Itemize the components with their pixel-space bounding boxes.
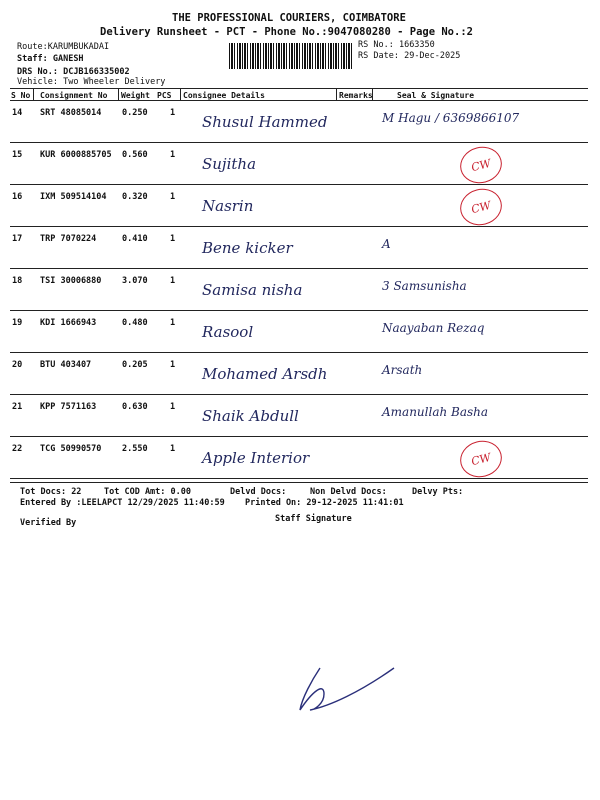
tot-cod [104,487,191,497]
cell-weight: 0.250 [122,108,148,118]
vehicle-line [17,77,165,87]
rs-date-value: 29-Dec-2025 [404,51,461,61]
cell-sno: 17 [12,234,23,244]
verifier-signature [290,660,410,720]
cell-pcs: 1 [170,150,176,160]
staff-label: Staff: [17,54,48,64]
cell-weight: 2.550 [122,444,148,454]
delvd-docs-label: Delvd Docs: [230,487,287,497]
printed-on: Printed On: 29-12-2025 11:41:01 [245,498,404,508]
table-row [10,101,588,142]
col-divider [180,88,181,100]
cell-pcs: 1 [170,192,176,202]
vehicle-value: Two Wheeler Delivery [63,77,166,87]
table-top-rule [10,88,588,89]
cell-weight: 0.410 [122,234,148,244]
cell-consignment-no: IXM 509514104 [40,192,107,202]
cell-sno: 18 [12,276,23,286]
cell-signature-handwritten: Arsath [382,363,423,377]
cell-sno: 14 [12,108,23,118]
table-row [10,227,588,268]
cell-consignment-no: KDI 1666943 [40,318,97,328]
cell-sno: 22 [12,444,23,454]
tot-cod-value: 0.00 [170,487,192,497]
cell-pcs: 1 [170,444,176,454]
cell-sno: 20 [12,360,23,370]
rs-no-value: 1663350 [398,40,435,50]
cell-sno: 19 [12,318,23,328]
cell-weight: 0.480 [122,318,148,328]
cell-signature-handwritten: Amanullah Basha [382,405,489,419]
delivery-stamp-text: CW [469,450,493,468]
drs-label: DRS No.: [17,67,58,77]
cell-consignee-handwritten: Bene kicker [202,239,293,257]
rs-no-line [358,40,435,50]
col-header-seal-signature: Seal & Signature [397,91,475,100]
tot-docs-value: 22 [71,487,82,497]
table-row [10,437,588,478]
cell-pcs: 1 [170,108,176,118]
col-header-remarks: Remarks [339,91,373,100]
verified-by-label: Verified By [20,518,77,528]
cell-signature-handwritten: A [382,237,391,251]
cell-consignment-no: TCG 50990570 [40,444,102,454]
staff-signature-label: Staff Signature [275,514,352,524]
cell-weight: 0.320 [122,192,148,202]
delivery-stamp [456,142,505,187]
col-header-sno: S No [11,91,31,100]
route-line [17,42,109,52]
cell-pcs: 1 [170,402,176,412]
drs-line [17,67,130,77]
cell-sno: 16 [12,192,23,202]
company-title: THE PROFESSIONAL COURIERS, COIMBATORE [172,12,406,24]
non-delvd-docs-label: Non Delvd Docs: [310,487,387,497]
cell-signature-handwritten: M Hagu / 6369866107 [382,111,520,125]
cell-weight: 0.205 [122,360,148,370]
col-header-weight: Weight [121,91,150,100]
col-header-pcs: PCS [157,91,172,100]
drs-value: DCJB166335002 [63,67,130,77]
staff-value: GANESH [52,54,84,64]
vehicle-label: Vehicle: [17,77,58,87]
route-value: KARUMBUKADAI [47,42,110,52]
cell-consignment-no: KPP 7571163 [40,402,97,412]
rs-date-line [358,51,460,61]
table-row [10,395,588,436]
col-header-consignee: Consignee Details [183,91,265,100]
row-rule [10,478,588,479]
entered-by: Entered By :LEELAPCT 12/29/2025 11:40:59 [20,498,225,508]
col-divider [118,88,119,100]
cell-consignment-no: TSI 30006880 [40,276,102,286]
cell-consignee-handwritten: Rasool [202,323,254,341]
rs-date-label: RS Date: [358,51,399,61]
table-row [10,353,588,394]
cell-weight: 0.630 [122,402,148,412]
delvy-pts-label: Delvy Pts: [412,487,464,497]
runsheet-subtitle: Delivery Runsheet - PCT - Phone No.:9047080280 - Page No.:2 [100,26,473,38]
col-divider [336,88,337,100]
cell-consignee-handwritten: Nasrin [202,197,254,215]
barcode [229,43,354,69]
cell-signature-handwritten: 3 Samsunisha [382,279,467,293]
rs-no-label: RS No.: [358,40,394,50]
cell-consignment-no: TRP 7070224 [40,234,97,244]
cell-pcs: 1 [170,360,176,370]
cell-pcs: 1 [170,234,176,244]
col-header-consignment: Consignment No [40,91,108,100]
table-row [10,143,588,184]
cell-consignee-handwritten: Sujitha [202,155,257,173]
delivery-stamp [456,184,505,229]
table-row [10,269,588,310]
cell-signature-handwritten: Naayaban Rezaq [382,321,485,335]
delivery-stamp-text: CW [469,156,493,174]
cell-consignee-handwritten: Apple Interior [202,449,310,467]
cell-consignee-handwritten: Mohamed Arsdh [202,365,328,383]
cell-weight: 3.070 [122,276,148,286]
col-divider [33,88,34,100]
cell-sno: 15 [12,150,23,160]
cell-pcs: 1 [170,276,176,286]
cell-consignee-handwritten: Shaik Abdull [202,407,299,425]
tot-docs-label: Tot Docs: [20,487,67,497]
cell-weight: 0.560 [122,150,148,160]
cell-consignment-no: BTU 403407 [40,360,92,370]
delivery-stamp-text: CW [469,198,493,216]
cell-consignee-handwritten: Samisa nisha [202,281,303,299]
cell-pcs: 1 [170,318,176,328]
delivery-stamp [456,436,505,481]
table-bottom-rule [10,482,588,483]
staff-line [17,54,84,64]
tot-cod-label: Tot COD Amt: [104,487,166,497]
table-row [10,185,588,226]
cell-consignment-no: KUR 6000885705 [40,150,112,160]
cell-sno: 21 [12,402,23,412]
cell-consignment-no: SRT 48085014 [40,108,102,118]
tot-docs [20,487,81,497]
route-label: Route: [17,42,48,52]
table-row [10,311,588,352]
cell-consignee-handwritten: Shusul Hammed [202,113,328,131]
